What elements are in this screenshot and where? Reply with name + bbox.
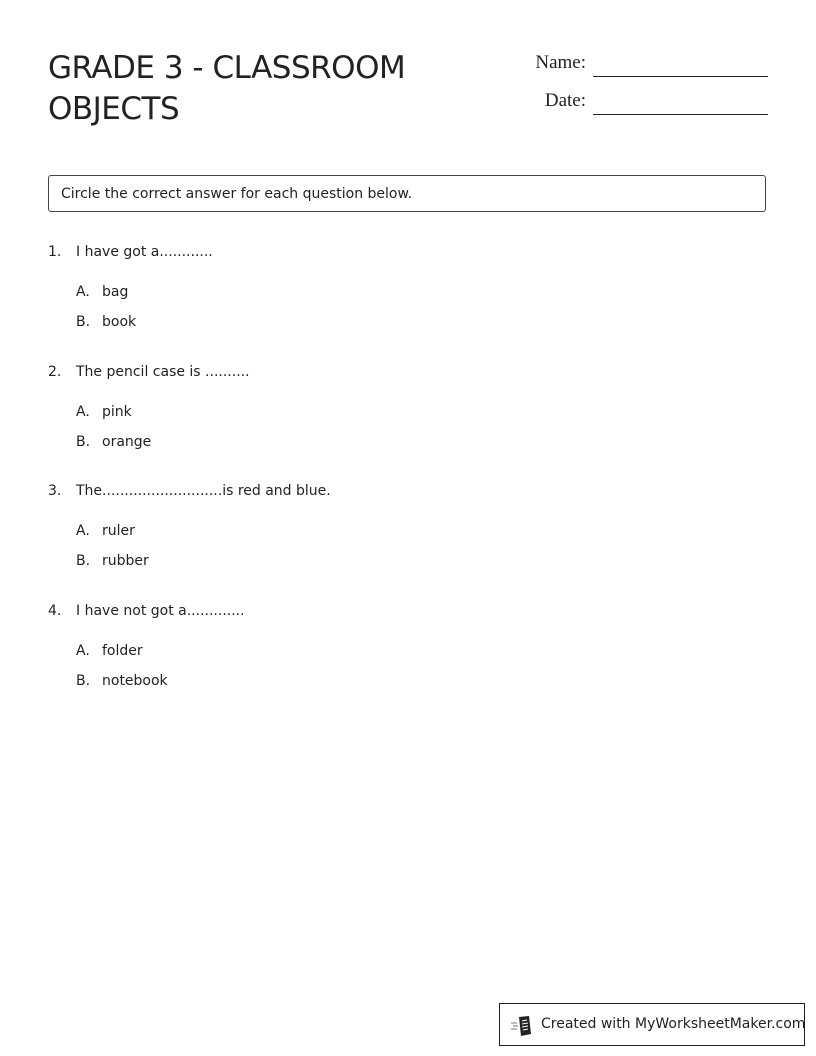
- question-text: I have got a............: [76, 244, 213, 260]
- question-number: 1.: [48, 244, 62, 260]
- option-text: book: [102, 314, 137, 330]
- question-number: 2.: [48, 364, 62, 380]
- option-text: orange: [102, 434, 152, 450]
- question-number: 4.: [48, 603, 62, 619]
- option-letter: B.: [76, 314, 91, 330]
- question-text: The...........................is red and blue.: [76, 483, 331, 499]
- option-text: notebook: [102, 673, 168, 689]
- option-text: bag: [102, 284, 129, 300]
- name-field[interactable]: [520, 52, 768, 82]
- option-letter: B.: [76, 553, 91, 569]
- option-letter: A.: [76, 284, 90, 300]
- name-line[interactable]: [593, 76, 768, 77]
- date-label: Date:: [544, 90, 586, 111]
- footer-text: Created with MyWorksheetMaker.com: [541, 1016, 806, 1032]
- question-text: The pencil case is ..........: [76, 364, 250, 380]
- page-title: GRADE 3 - CLASSROOM OBJECTS: [48, 50, 406, 127]
- option-text: rubber: [102, 553, 149, 569]
- question-text: I have not got a.............: [76, 603, 245, 619]
- option-letter: B.: [76, 673, 91, 689]
- date-field[interactable]: [520, 90, 768, 120]
- date-line[interactable]: [593, 114, 768, 115]
- instructions-box: Circle the correct answer for each question below.: [48, 175, 766, 212]
- option-letter: A.: [76, 523, 90, 539]
- option-text: folder: [102, 643, 143, 659]
- question-number: 3.: [48, 483, 62, 499]
- option-text: pink: [102, 404, 132, 420]
- option-text: ruler: [102, 523, 135, 539]
- option-letter: A.: [76, 404, 90, 420]
- footer-badge[interactable]: [499, 1003, 805, 1046]
- option-letter: B.: [76, 434, 91, 450]
- option-letter: A.: [76, 643, 90, 659]
- worksheet-logo-icon: [510, 1015, 534, 1037]
- name-label: Name:: [535, 52, 586, 73]
